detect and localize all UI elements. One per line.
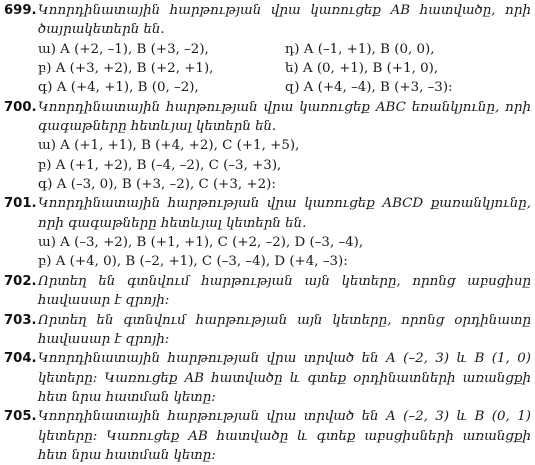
problem-item: ե) A (0, +1), B (+1, 0), xyxy=(285,61,439,77)
problem-statement: Որտեղ են գտնվում հարթության այն կետերը, որոնց օրդինատը հավասար է զրոյի: xyxy=(38,312,531,347)
problem-number: 702. xyxy=(4,273,37,289)
problem-item: ա) A (–3, +2), B (+1, +1), C (+2, –2), D (–3, –4), xyxy=(38,235,364,251)
answer-row xyxy=(38,40,531,59)
problem-statement: Որտեղ են գտնվում հարթության այն կետերը, որոնց աբսցիսը հավասար է զրոյի: xyxy=(38,273,531,309)
problem-702 xyxy=(4,272,531,311)
problem-701 xyxy=(4,194,531,271)
problem-item: բ) A (+1, +2), B (–4, –2), C (–3, +3), xyxy=(38,157,282,173)
problem-statement: Կոորդինատային հարթության վրա կառուցեք ABCD քառանկյունը, որի գագաթները հետևյալ կետերն են. xyxy=(38,196,531,231)
problem-item: ա) A (+2, –1), B (+3, –2), xyxy=(38,41,209,57)
problem-number: 704. xyxy=(4,351,37,367)
problem-statement: Կոորդինատային հարթության վրա կառուցեք AB հատվածը, որի ծայրակետերն են. xyxy=(38,3,531,38)
problem-item: զ) A (+4, –4), B (+3, –3): xyxy=(285,80,453,96)
problem-statement: Կոորդինատային հարթության վրա տրված են A (–2, 3) և B (1, 0) կետերը: Կառուցեք AB հատվածը և գտեք օրդինատների առանցքի հետ նրա հատման կետը: xyxy=(38,351,531,405)
answer-row xyxy=(38,59,531,78)
problem-item: գ) A (–3, 0), B (+3, –2), C (+3, +2): xyxy=(38,177,276,193)
problem-704 xyxy=(4,349,531,407)
exercise-page xyxy=(4,1,531,465)
problem-number: 703. xyxy=(4,312,37,328)
problem-item: գ) A (+4, +1), B (0, –2), xyxy=(38,80,199,96)
problem-700 xyxy=(4,98,531,195)
problem-item: դ) A (–1, +1), B (0, 0), xyxy=(285,41,435,57)
problem-number: 699. xyxy=(4,3,37,18)
problem-number: 701. xyxy=(4,196,37,212)
problem-699 xyxy=(4,1,531,98)
problem-statement: Կոորդինատային հարթության վրա կառուցեք ABC եռանկյունը, որի գագաթները հետևյալ կետերն են. xyxy=(38,99,531,135)
problem-item: բ) A (+3, +2), B (+2, +1), xyxy=(38,61,214,77)
problem-705 xyxy=(4,407,531,465)
problem-703 xyxy=(4,311,531,350)
problem-item: բ) A (+4, 0), B (–2, +1), C (–3, –4), D (+4, –3): xyxy=(38,254,348,270)
problem-item: ա) A (+1, +1), B (+4, +2), C (+1, +5), xyxy=(38,138,300,154)
problem-statement: Կոորդինատային հարթության վրա տրված են A (–2, 3) և B (0, 1) կետերը: Կառուցեք AB հատվածը և գտեք աբսցիսների առանցքի հետ նրա հատման կետը: xyxy=(38,409,531,463)
problem-number: 700. xyxy=(4,99,37,115)
answer-row xyxy=(38,78,531,97)
problem-number: 705. xyxy=(4,409,37,425)
